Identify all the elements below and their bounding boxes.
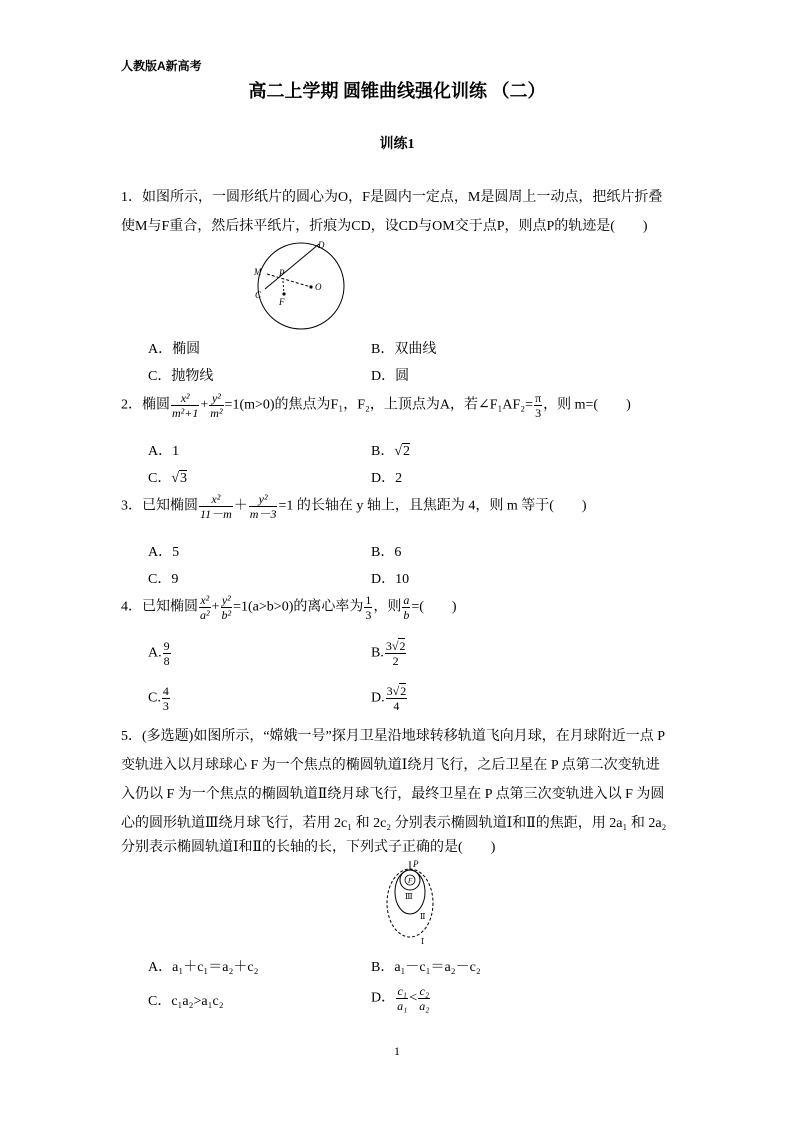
section-title: 训练1 — [379, 137, 415, 152]
label-f: F — [408, 877, 413, 885]
q5-line2: 变轨进入以月球球心 F 为一个焦点的椭圆轨道Ⅰ绕月飞行，之后卫星在 P 点第二次变轨进 — [121, 758, 660, 773]
q5-option-c: C．c₁a₂>a₁c₂ — [148, 994, 224, 1009]
q2-option-c: C．√3 — [148, 471, 188, 486]
edition-label: 人教版A新高考 — [121, 59, 202, 73]
q1-line2: 使M与F重合，然后抹平纸片，折痕为CD，设CD与OM交于点P，则点P的轨迹是( ) — [121, 219, 648, 234]
circle-outline — [258, 243, 344, 329]
q5-orbit-figure — [383, 858, 439, 950]
q3-option-d: D．10 — [371, 572, 410, 587]
q1-line1: 1．如图所示，一圆形纸片的圆心为O，F是圆内一定点，M是圆周上一动点，把纸片折叠 — [121, 190, 663, 205]
page-number: 1 — [394, 1044, 400, 1058]
q5-line3: 入仍以 F 为一个焦点的椭圆轨道Ⅱ绕月球飞行，最终卫星在 P 点第三次变轨进入以 F 为圆 — [121, 787, 665, 802]
q2-option-a: A．1 — [148, 444, 180, 459]
q4-stem: 4．已知椭圆 $\frac{\text{x²}}{\text{a²}}$ + $\frac{\text{y²}}{\text{b²}}$ =1(a>b>0)的离心率为 $\frac{1}{3}$ ，则 $\frac{a}{b}$ =( ) — [121, 593, 457, 622]
label-d: D — [318, 240, 325, 250]
line-om — [267, 274, 311, 287]
q3-stem: 3．已知椭圆 $\frac{\text{x²}}{11-m}$ ＋ $\frac{\text{y²}}{m-3}$ =1 的长轴在 y 轴上，且焦距为 4，则 m 等于( ) — [121, 492, 587, 521]
label-c: C — [255, 290, 262, 300]
label-f: F — [279, 297, 285, 307]
q5-option-d: D． $\frac{\text{c₁}}{\text{a₁}}$ < $\frac{\text{c₂}}{\text{a₂}}$ — [371, 984, 430, 1013]
q1-circle-figure — [248, 236, 358, 332]
q3-option-a: A．5 — [148, 545, 180, 560]
point-f — [282, 292, 285, 295]
q5-line5: 分别表示椭圆轨道Ⅰ和Ⅱ的长轴的长，下列式子正确的是( ) — [121, 840, 496, 855]
q3-option-b: B．6 — [371, 545, 402, 560]
q1-option-d: D．圆 — [371, 369, 410, 384]
label-ii: Ⅱ — [420, 912, 426, 921]
q5-option-b: B．a₁－c₁＝a₂－c₂ — [371, 960, 481, 975]
point-o — [309, 285, 312, 288]
q4-option-c: C. $\frac{4}{3}$ — [148, 684, 169, 713]
label-m: M — [254, 267, 262, 277]
q5-option-a: A．a₁＋c₁＝a₂＋c₂ — [148, 960, 259, 975]
page-title: 高二上学期 圆锥曲线强化训练 （二） — [248, 81, 546, 101]
label-iii: Ⅲ — [405, 892, 413, 901]
q4-option-d: D. $\frac{3√2}{4}$ — [371, 684, 407, 713]
fold-line-cd — [265, 244, 319, 289]
q5-line1: 5．(多选题)如图所示，“嫦娥一号”探月卫星沿地球转移轨道飞向月球，在月球附近一点 P — [121, 729, 666, 744]
q2-option-d: D．2 — [371, 471, 403, 486]
label-p: P — [279, 268, 285, 278]
label-i: Ⅰ — [421, 937, 425, 946]
label-o: O — [315, 282, 322, 292]
q4-option-b: B. $\frac{3√2}{2}$ — [371, 639, 406, 668]
q2-option-b: B．√2 — [371, 444, 411, 459]
q1-option-a: A．椭圆 — [148, 342, 201, 357]
line-pf — [283, 281, 284, 294]
q5-line4: 心的圆形轨道Ⅲ绕月球飞行，若用 2c₁ 和 2c₂ 分别表示椭圆轨道Ⅰ和Ⅱ的焦距，用 2a₁ 和 2a₂ — [121, 816, 667, 831]
q4-option-a: A. $\frac{9}{8}$ — [148, 639, 170, 668]
q1-option-b: B．双曲线 — [371, 342, 437, 357]
label-p: P — [413, 859, 419, 869]
q1-option-c: C．抛物线 — [148, 369, 214, 384]
q2-stem: 2．椭圆 $\frac{\text{x²}}{\text{m²+1}}$ + $\frac{\text{y²}}{\text{m²}}$ =1(m>0)的焦点为F₁，F₂，上顶点为A，若∠F₁AF₂= $\frac{\pi}{3}$ ，则 m=( ) — [121, 391, 631, 420]
q3-option-c: C．9 — [148, 572, 179, 587]
